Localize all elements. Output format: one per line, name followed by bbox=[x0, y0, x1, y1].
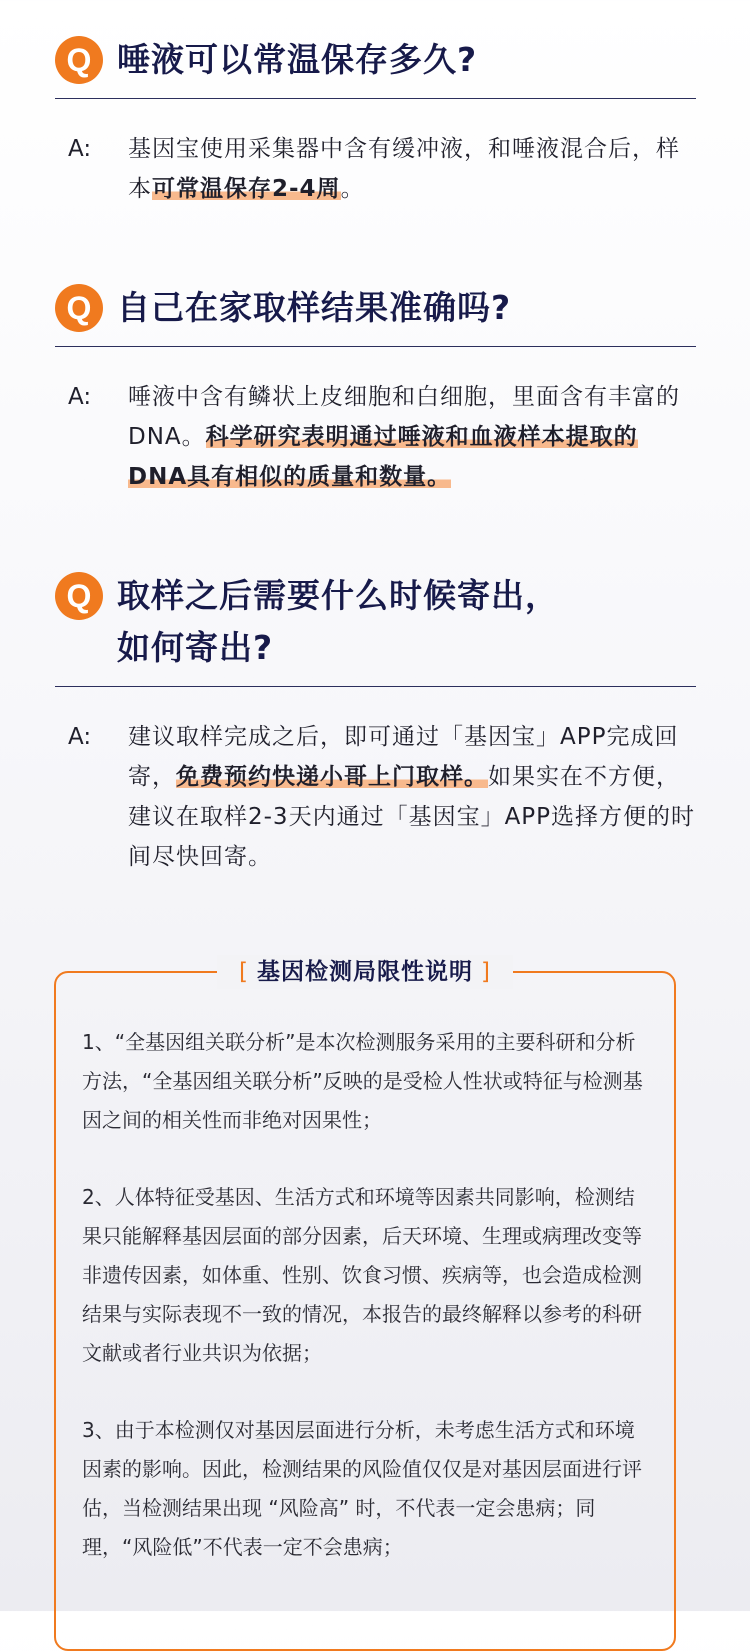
limitation-item-3: 3、由于本检测仅对基因层面进行分析，未考虑生活方式和环境因素的影响。因此，检测结果的风险值仅仅是对基因层面进行评估，当检测结果出现 “风险高” 时，不代表一定会患病；同理，“风险低”不代表一定不会患病； bbox=[82, 1418, 642, 1559]
answer-row bbox=[55, 129, 696, 209]
question-row bbox=[55, 34, 696, 86]
faq-item-3 bbox=[55, 570, 696, 877]
answer-text bbox=[128, 377, 696, 497]
question-row bbox=[55, 282, 696, 334]
question-line: 取样之后需要什么时候寄出， bbox=[117, 576, 559, 615]
divider bbox=[55, 346, 696, 347]
answer-row bbox=[55, 377, 696, 497]
answer-row bbox=[55, 717, 696, 877]
answer-segment: 如果实在不方便，建议在取样2-3天内通过「基因宝」APP选择方便的时间尽快回寄。 bbox=[128, 764, 696, 870]
answer-segment: 建议取样完成之后，即可通过「基因宝」APP完成回寄， bbox=[128, 724, 679, 790]
question-text: 自己在家取样结果准确吗? bbox=[117, 288, 512, 327]
answer-label: A: bbox=[68, 384, 92, 410]
q-badge-icon: Q bbox=[55, 36, 103, 84]
q-badge-icon: Q bbox=[55, 572, 103, 620]
answer-highlight: 科学研究表明通过唾液和血液样本提取的DNA具有相似的质量和数量。 bbox=[128, 424, 638, 490]
answer-segment: 基因宝使用采集器中含有缓冲液，和唾液混合后，样本 bbox=[128, 136, 680, 202]
limitation-item-2: 2、人体特征受基因、生活方式和环境等因素共同影响，检测结果只能解释基因层面的部分因素，后天环境、生理或病理改变等非遗传因素，如体重、性别、饮食习惯、疾病等，也会造成检测结果与实际表现不一致的情况，本报告的最终解释以参考的科研文献或者行业共识为依据； bbox=[82, 1185, 642, 1365]
limitations-list bbox=[82, 1023, 652, 1605]
question-text: 唾液可以常温保存多久? bbox=[117, 40, 478, 79]
answer-highlight: 免费预约快递小哥上门取样。 bbox=[176, 764, 488, 790]
bracket-left-icon: [ bbox=[239, 959, 249, 985]
question-row bbox=[55, 570, 696, 674]
question-text bbox=[117, 570, 559, 674]
limitations-header bbox=[56, 955, 674, 989]
bracket-right-icon: ] bbox=[481, 959, 491, 985]
answer-segment: 唾液中含有鳞状上皮细胞和白细胞，里面含有丰富的DNA。 bbox=[128, 384, 680, 450]
limitations-title-wrap bbox=[217, 955, 513, 989]
divider bbox=[55, 98, 696, 99]
answer-text bbox=[128, 717, 696, 877]
answer-segment: 。 bbox=[340, 176, 365, 202]
limitations-panel bbox=[54, 959, 676, 1651]
faq-item-1 bbox=[55, 34, 696, 209]
answer-highlight: 可常温保存2-4周 bbox=[152, 176, 341, 202]
divider bbox=[55, 686, 696, 687]
limitation-item-1: 1、“全基因组关联分析”是本次检测服务采用的主要科研和分析方法，“全基因组关联分析”反映的是受检人性状或特征与检测基因之间的相关性而非绝对因果性； bbox=[82, 1030, 643, 1132]
q-badge-icon: Q bbox=[55, 284, 103, 332]
faq-item-2 bbox=[55, 282, 696, 497]
question-line: 如何寄出? bbox=[117, 628, 274, 667]
limitations-title: 基因检测局限性说明 bbox=[257, 959, 473, 985]
answer-text bbox=[128, 129, 696, 209]
answer-label: A: bbox=[68, 136, 92, 162]
answer-label: A: bbox=[68, 724, 92, 750]
